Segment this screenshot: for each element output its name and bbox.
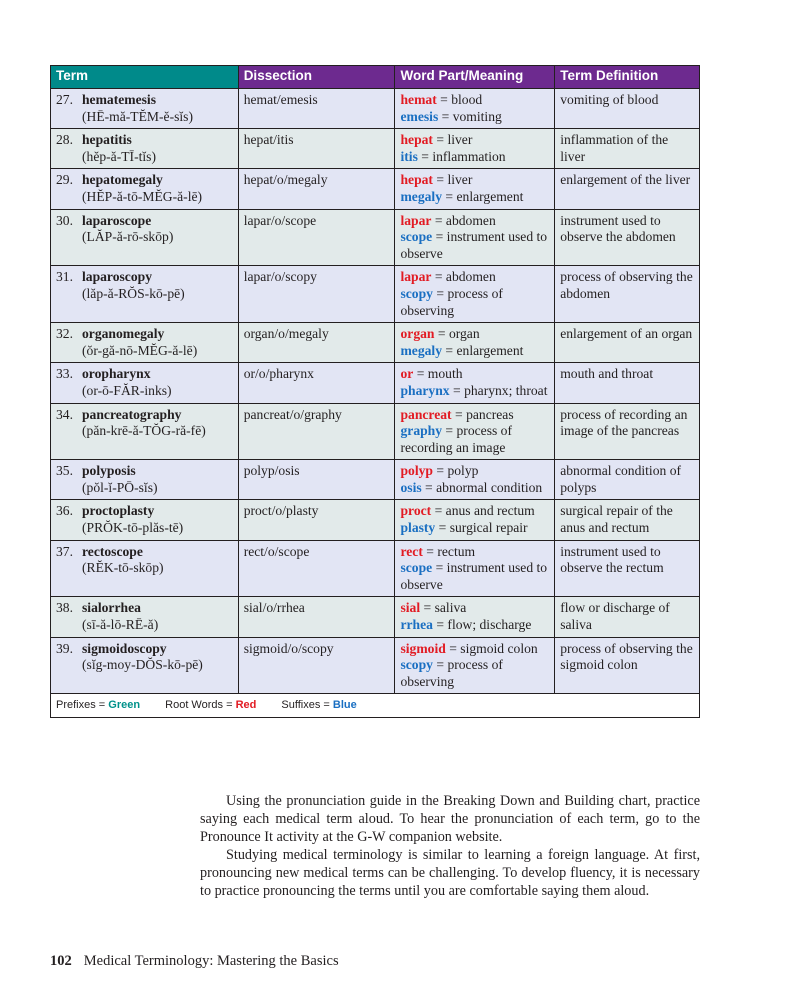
term-number: 28. [56, 132, 73, 148]
suffix-part: megaly [400, 342, 443, 358]
word-part: scope = instrument used to observe [400, 560, 548, 592]
dissection-cell: lapar/o/scopy [238, 266, 395, 323]
part-meaning: inflammation [432, 148, 506, 164]
pronunciation: (păn-krē-ă-TŎG-ră-fē) [82, 423, 206, 439]
table-row [51, 89, 700, 129]
term-number: 29. [56, 172, 73, 188]
term-name: rectoscope [82, 543, 143, 559]
term-cell [51, 403, 239, 460]
word-part-cell [395, 129, 555, 169]
dissection-cell: sial/o/rrhea [238, 597, 395, 637]
body-text [200, 792, 700, 900]
term-cell [51, 637, 239, 694]
word-part: osis = abnormal condition [400, 479, 543, 495]
root-part: hepat [400, 172, 433, 188]
dissection-cell: lapar/o/scope [238, 209, 395, 266]
table-row [51, 637, 700, 694]
part-meaning: enlargement [456, 188, 524, 204]
part-meaning: mouth [427, 366, 463, 382]
term-number: 31. [56, 269, 73, 285]
term-name: hepatitis [82, 132, 132, 148]
part-meaning: instrument used to observe [400, 560, 548, 592]
root-part: hepat [400, 132, 433, 148]
paragraph: Using the pronunciation guide in the Breaking Down and Building chart, practice saying each medical term aloud. To hear the pronunciation of each term, go to the Pronounce It activity at the G-W companion website. [200, 793, 700, 845]
part-meaning: anus and rectum [445, 503, 535, 519]
part-meaning: vomiting [452, 108, 502, 124]
word-part: proct = anus and rectum [400, 503, 535, 519]
root-part: rect [400, 543, 423, 559]
part-meaning: abdomen [445, 269, 496, 285]
table-row [51, 403, 700, 460]
term-name: oropharynx [82, 366, 151, 382]
term-name: pancreatography [82, 406, 182, 422]
word-part: scopy = process of observing [400, 285, 503, 318]
book-title: Medical Terminology: Mastering the Basics [83, 953, 339, 969]
word-part: rrhea = flow; discharge [400, 617, 532, 633]
term-name: organomegaly [82, 326, 165, 342]
table-row [51, 363, 700, 403]
root-part: or [400, 366, 414, 382]
dissection-cell: hepat/o/megaly [238, 169, 395, 209]
dissection-cell: hepat/itis [238, 129, 395, 169]
suffix-part: rrhea [400, 617, 433, 633]
word-part-cell [395, 169, 555, 209]
suffix-part: itis [400, 148, 418, 164]
table-header-row [51, 66, 700, 89]
part-meaning: abnormal condition [436, 479, 543, 495]
dissection-cell: or/o/pharynx [238, 363, 395, 403]
term-cell [51, 129, 239, 169]
part-meaning: instrument used to observe [400, 229, 548, 261]
definition-cell: abnormal condition of polyps [555, 460, 700, 500]
suffix-part: osis [400, 479, 422, 495]
definition-cell: enlargement of an organ [555, 323, 700, 363]
term-cell [51, 540, 239, 597]
root-part: lapar [400, 212, 432, 228]
word-part: lapar = abdomen [400, 212, 496, 228]
term-cell [51, 500, 239, 540]
dissection-cell: organ/o/megaly [238, 323, 395, 363]
word-part-cell [395, 597, 555, 637]
definition-cell: vomiting of blood [555, 89, 700, 129]
word-part: rect = rectum [400, 543, 476, 559]
word-part-cell [395, 363, 555, 403]
legend-prefixes-value: Green [108, 699, 141, 712]
word-part: lapar = abdomen [400, 269, 496, 285]
part-meaning: process of observing [400, 285, 503, 318]
part-meaning: organ [448, 326, 480, 342]
dissection-cell: rect/o/scope [238, 540, 395, 597]
term-number: 32. [56, 326, 73, 342]
word-part: megaly = enlargement [400, 188, 524, 204]
page-number: 102 [50, 953, 72, 969]
part-meaning: polyp [447, 463, 479, 479]
word-part-cell [395, 209, 555, 266]
suffix-part: scope [400, 560, 433, 576]
definition-cell: process of recording an image of the pancreas [555, 403, 700, 460]
table-row [51, 266, 700, 323]
term-number: 37. [56, 543, 73, 559]
suffix-part: emesis [400, 108, 439, 124]
definition-cell: surgical repair of the anus and rectum [555, 500, 700, 540]
term-number: 39. [56, 640, 73, 656]
page-footer [50, 953, 339, 970]
table-row [51, 169, 700, 209]
definition-cell: process of observing the sigmoid colon [555, 637, 700, 694]
part-meaning: blood [451, 92, 483, 107]
word-part: plasty = surgical repair [400, 520, 528, 536]
dissection-cell: hemat/emesis [238, 89, 395, 129]
pronunciation: (pŏl-ĭ-PŌ-sĭs) [82, 479, 158, 495]
word-part-cell [395, 266, 555, 323]
part-meaning: process of observing [400, 657, 503, 689]
term-name: proctoplasty [82, 503, 155, 519]
pronunciation: (sī-ă-lō-RĒ-ă) [82, 617, 159, 633]
part-meaning: liver [447, 132, 473, 148]
pronunciation: (PRŎK-tō-plăs-tē) [82, 520, 184, 536]
term-cell [51, 460, 239, 500]
suffix-part: scopy [400, 285, 433, 301]
legend-roots-label: Root Words = [165, 699, 236, 712]
word-part: pancreat = pancreas [400, 406, 514, 422]
term-name: polyposis [82, 463, 136, 479]
root-part: lapar [400, 269, 432, 285]
term-number: 38. [56, 600, 73, 616]
pronunciation: (HĔP-ă-tō-MĔG-ă-lē) [82, 188, 203, 204]
definition-cell: instrument used to observe the rectum [555, 540, 700, 597]
pronunciation: (ŏr-gă-nō-MĔG-ă-lē) [82, 342, 198, 358]
suffix-part: megaly [400, 188, 443, 204]
term-cell [51, 266, 239, 323]
word-part: hepat = liver [400, 132, 473, 148]
word-part: megaly = enlargement [400, 342, 524, 358]
pronunciation: (or-ō-FĂR-inks) [82, 382, 172, 398]
word-part-cell [395, 323, 555, 363]
term-cell [51, 89, 239, 129]
paragraph: Studying medical terminology is similar to learning a foreign language. At first, pronouncing new medical terms can be challenging. To develop fluency, it is necessary to practice pronouncing the terms until you are comfortable saying them aloud. [200, 847, 700, 899]
header-word-part: Word Part/Meaning [395, 66, 555, 89]
legend-prefixes-label: Prefixes = [56, 699, 109, 712]
root-part: hemat [400, 92, 437, 107]
word-part: pharynx = pharynx; throat [400, 382, 548, 398]
definition-cell: mouth and throat [555, 363, 700, 403]
suffix-part: pharynx [400, 382, 450, 398]
word-part-cell [395, 460, 555, 500]
word-part-cell [395, 403, 555, 460]
root-part: polyp [400, 463, 433, 479]
definition-cell: inflammation of the liver [555, 129, 700, 169]
definition-cell: flow or discharge of saliva [555, 597, 700, 637]
part-meaning: saliva [434, 600, 467, 616]
table-row [51, 129, 700, 169]
root-part: proct [400, 503, 432, 519]
word-part: itis = inflammation [400, 148, 506, 164]
table-row [51, 597, 700, 637]
term-name: sigmoidoscopy [82, 640, 167, 656]
term-cell [51, 363, 239, 403]
part-meaning: pharynx; throat [464, 382, 548, 398]
term-number: 27. [56, 92, 73, 107]
word-part-cell [395, 540, 555, 597]
term-name: laparoscope [82, 212, 152, 228]
suffix-part: scopy [400, 657, 433, 673]
term-cell [51, 169, 239, 209]
word-part: scope = instrument used to observe [400, 229, 548, 261]
pronunciation: (sĭg-moy-DŎS-kō-pē) [82, 657, 203, 673]
table-row [51, 540, 700, 597]
part-meaning: liver [447, 172, 473, 188]
color-legend [51, 694, 700, 718]
term-cell [51, 323, 239, 363]
word-part: sial = saliva [400, 600, 467, 616]
dissection-cell: sigmoid/o/scopy [238, 637, 395, 694]
legend-row [51, 694, 700, 718]
term-name: sialorrhea [82, 600, 141, 616]
definition-cell: instrument used to observe the abdomen [555, 209, 700, 266]
term-number: 35. [56, 463, 73, 479]
word-part-cell [395, 89, 555, 129]
dissection-cell: pancreat/o/graphy [238, 403, 395, 460]
part-meaning: enlargement [456, 342, 524, 358]
header-dissection: Dissection [238, 66, 395, 89]
part-meaning: pancreas [466, 406, 514, 422]
definition-cell: enlargement of the liver [555, 169, 700, 209]
legend-suffixes-label: Suffixes = [281, 699, 333, 712]
word-part: hemat = blood [400, 92, 483, 107]
word-part: or = mouth [400, 366, 463, 382]
part-meaning: abdomen [445, 212, 496, 228]
header-term: Term [51, 66, 239, 89]
table-row [51, 500, 700, 540]
term-number: 36. [56, 503, 73, 519]
suffix-part: scope [400, 229, 433, 245]
suffix-part: plasty [400, 520, 436, 536]
root-part: pancreat [400, 406, 452, 422]
part-meaning: process of recording an image [400, 423, 512, 455]
root-part: sial [400, 600, 421, 616]
dissection-cell: proct/o/plasty [238, 500, 395, 540]
legend-suffixes-value: Blue [332, 699, 357, 712]
table-row [51, 460, 700, 500]
term-name: laparoscopy [82, 269, 152, 285]
term-cell [51, 209, 239, 266]
table-row [51, 209, 700, 266]
root-part: sigmoid [400, 640, 446, 656]
root-part: organ [400, 326, 435, 342]
word-part: emesis = vomiting [400, 108, 502, 124]
word-part: graphy = process of recording an image [400, 423, 512, 455]
pronunciation: (LĂP-ă-rō-skōp) [82, 229, 174, 245]
word-part: sigmoid = sigmoid colon [400, 640, 538, 656]
word-part: polyp = polyp [400, 463, 479, 479]
part-meaning: flow; discharge [447, 617, 532, 633]
part-meaning: rectum [437, 543, 476, 559]
term-cell [51, 597, 239, 637]
term-number: 33. [56, 366, 73, 382]
legend-roots-value: Red [235, 699, 257, 712]
word-part-cell [395, 637, 555, 694]
term-name: hepatomegaly [82, 172, 163, 188]
term-number: 34. [56, 406, 73, 422]
pronunciation: (lăp-ă-RŎS-kō-pē) [82, 285, 185, 301]
header-definition: Term Definition [555, 66, 700, 89]
word-part: hepat = liver [400, 172, 473, 188]
term-name: hematemesis [82, 92, 156, 107]
part-meaning: sigmoid colon [460, 640, 538, 656]
pronunciation: (HĒ-mă-TĔM-ĕ-sĭs) [82, 108, 193, 124]
word-part: organ = organ [400, 326, 480, 342]
table-row [51, 323, 700, 363]
suffix-part: graphy [400, 423, 443, 439]
pronunciation: (RĔK-tō-skōp) [82, 560, 164, 576]
part-meaning: surgical repair [449, 520, 528, 536]
term-number: 30. [56, 212, 73, 228]
dissection-cell: polyp/osis [238, 460, 395, 500]
word-part: scopy = process of observing [400, 657, 503, 689]
word-part-cell [395, 500, 555, 540]
pronunciation: (hĕp-ă-TĪ-tĭs) [82, 148, 156, 164]
definition-cell: process of observing the abdomen [555, 266, 700, 323]
term-table [50, 65, 700, 718]
